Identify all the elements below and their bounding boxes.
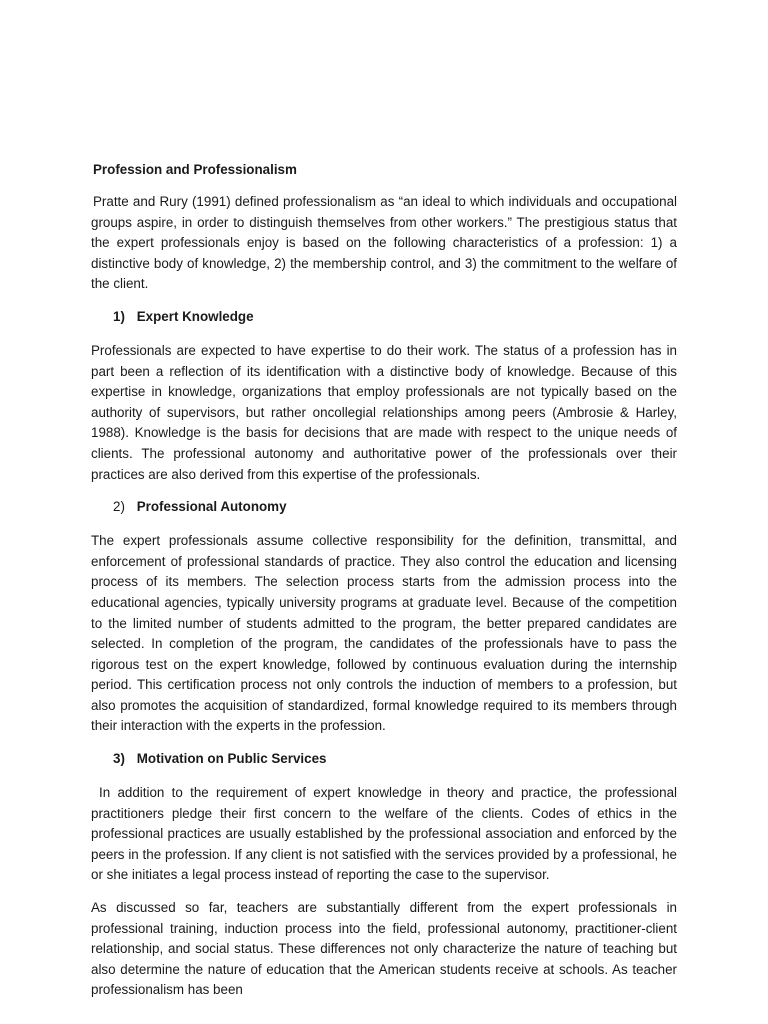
intro-paragraph: Pratte and Rury (1991) defined professionalism as “an ideal to which individuals and occupational groups aspire, in order to distinguish themselves from other workers.” The prestigious status that the expert professionals enjoy is based on the following characteristics of a profession: 1) a distinctive body of knowledge, 2) the membership control, and 3) the commitment to the welfare of the client. bbox=[91, 194, 677, 292]
professional-autonomy-paragraph: The expert professionals assume collective responsibility for the definition, transmittal, and enforcement of professional standards of practice. They also control the education and licensing process of its members. The selection process starts from the admission process into the educational agencies, typically university programs at graduate level. Because of the competition to the limited number of students admitted to the program, the better prepared candidates are selected. In completion of the program, the candidates of the professionals have to pass the rigorous test on the expert knowledge, followed by continuous evaluation during the internship period. This certification process not only controls the induction of members to a profession, but also promotes the acquisition of standardized, formal knowledge required to its members through their interaction with the experts in the profession. bbox=[91, 533, 677, 734]
section-title: Professional Autonomy bbox=[136, 499, 287, 515]
section-number: 3) bbox=[113, 751, 125, 767]
motivation-public-services-paragraph: In addition to the requirement of expert knowledge in theory and practice, the professional practitioners pledge their first concern to the welfare of the clients. Codes of ethics in the professional practices are usually established by the professional association and enforced by the peers in the profession. If any client is not satisfied with the services provided by a professional, he or she initiates a legal process instead of reporting the case to the supervisor. bbox=[91, 785, 677, 883]
section-heading-professional-autonomy bbox=[91, 497, 677, 517]
document-title: Profession and Professionalism bbox=[93, 162, 297, 177]
section-number: 1) bbox=[113, 308, 125, 324]
section-heading-motivation-public-services bbox=[91, 749, 677, 769]
section-heading-expert-knowledge bbox=[91, 307, 677, 327]
closing-paragraph: As discussed so far, teachers are substantially different from the expert professionals in professional training, induction process into the field, professional autonomy, practitioner-client relationship, and social status. These differences not only characterize the nature of teaching but also determine the nature of education that the American students receive at schools. As teacher professionalism has been bbox=[91, 900, 677, 998]
section-title: Motivation on Public Services bbox=[136, 751, 327, 767]
section-title: Expert Knowledge bbox=[136, 308, 254, 324]
document-body bbox=[91, 160, 677, 1013]
section-number: 2) bbox=[113, 499, 125, 515]
expert-knowledge-paragraph: Professionals are expected to have expertise to do their work. The status of a profession has in part been a reflection of its identification with a distinctive body of knowledge. Because of this expertise in knowledge, organizations that employ professionals are not typically based on the authority of supervisors, but rather oncollegial relationships among peers (Ambrosie & Harley, 1988). Knowledge is the basis for decisions that are made with respect to the unique needs of clients. The professional autonomy and authoritative power of the professionals over their practices are also derived from this expertise of the professionals. bbox=[91, 342, 677, 482]
